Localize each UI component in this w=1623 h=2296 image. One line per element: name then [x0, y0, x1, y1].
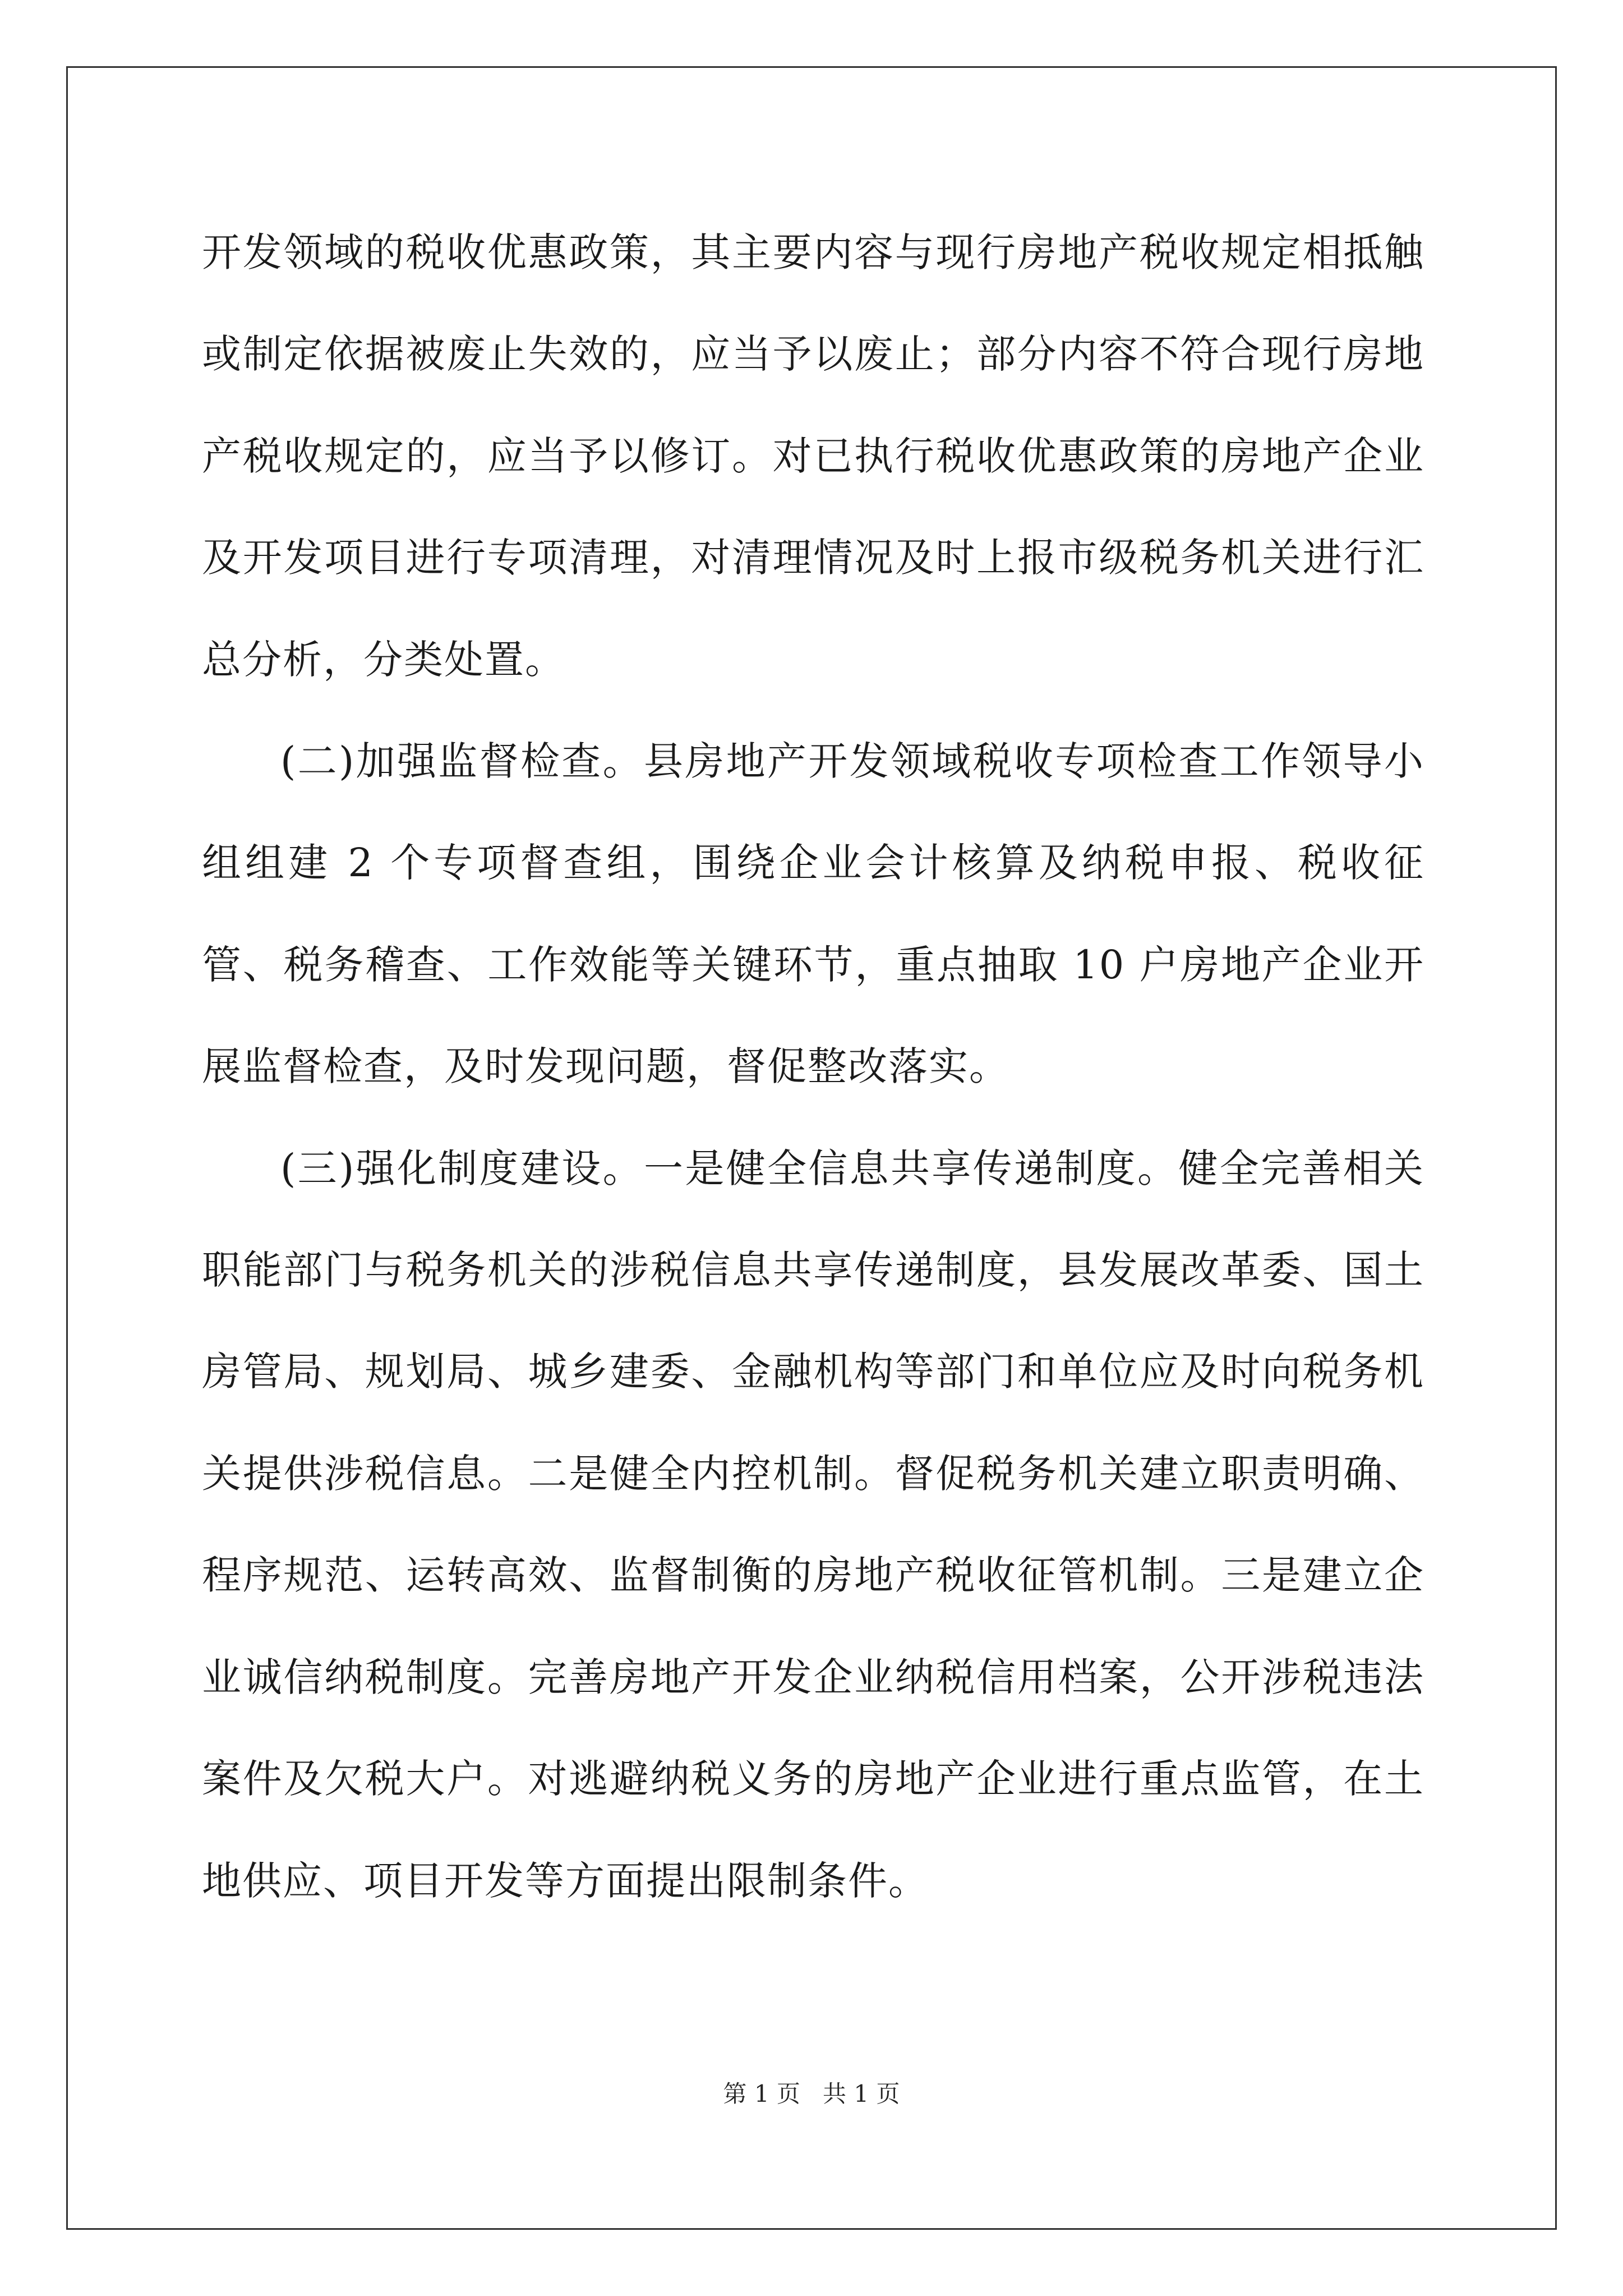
paragraph-3: (三)强化制度建设。一是健全信息共享传递制度。健全完善相关职能部门与税务机关的涉税信息共享传递制度，县发展改革委、国土房管局、规划局、城乡建委、金融机构等部门和单位应及时向税务机关提供涉税信息。二是健全内控机制。督促税务机关建立职责明确、程序规范、运转高效、监督制衡的房地产税收征管机制。三是建立企业诚信纳税制度。完善房地产开发企业纳税信用档案，公开涉税违法案件及欠税大户。对逃避纳税义务的房地产企业进行重点监管，在土地供应、项目开发等方面提出限制条件。: [202, 1145, 1424, 1904]
page-footer: [0, 2077, 1623, 2111]
paragraph-2: (二)加强监督检查。县房地产开发领域税收专项检查工作领导小组组建 2 个专项督查组，围绕企业会计核算及纳税申报、税收征管、税务稽查、工作效能等关键环节，重点抽取 10 户房地产企业开展监督检查，及时发现问题，督促整改落实。: [202, 738, 1424, 1090]
document-body: [202, 202, 1424, 1932]
page-total: 共 1 页: [823, 2080, 900, 2108]
paragraph-1: 开发领域的税收优惠政策，其主要内容与现行房地产税收规定相抵触或制定依据被废止失效的，应当予以废止；部分内容不符合现行房地产税收规定的，应当予以修订。对已执行税收优惠政策的房地产企业及开发项目进行专项清理，对清理情况及时上报市级税务机关进行汇总分析，分类处置。: [202, 229, 1424, 683]
page-number: 第 1 页: [723, 2080, 800, 2108]
